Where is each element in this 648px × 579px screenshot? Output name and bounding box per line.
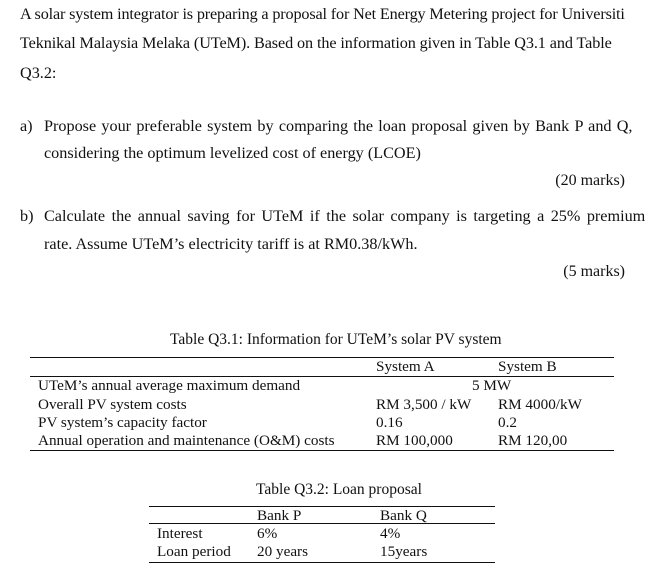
table-q3-1-caption: Table Q3.1: Information for UTeM’s solar PV system xyxy=(170,331,502,348)
question-b-marks: (5 marks) xyxy=(563,263,625,280)
question-b-line-2: rate. Assume UTeM’s electricity tariff is at RM0.38/kWh. xyxy=(44,235,418,253)
system-b-value: RM 4000/kW xyxy=(498,396,582,413)
table-top-rule xyxy=(149,506,495,507)
intro-line-2: Teknikal Malaysia Melaka (UTeM). Based on the information given in Table Q3.1 and Table xyxy=(20,34,612,52)
table-bottom-rule xyxy=(30,450,614,451)
header-system-a: System A xyxy=(376,358,435,375)
header-bank-p: Bank P xyxy=(257,507,302,524)
question-a-line-2: considering the optimum levelized cost of energy (LCOE) xyxy=(44,144,421,162)
system-a-value: RM 100,000 xyxy=(376,432,453,449)
system-b-value: 0.2 xyxy=(498,414,517,431)
question-a-marks: (20 marks) xyxy=(555,172,625,189)
table-bottom-rule xyxy=(149,562,495,563)
bank-p-value: 20 years xyxy=(257,543,309,560)
row-label: Interest xyxy=(157,525,203,542)
bank-q-value: 4% xyxy=(380,525,401,542)
row-label: Loan period xyxy=(157,543,231,560)
system-a-value: RM 3,500 / kW xyxy=(376,396,472,413)
question-a-line-1: Propose your preferable system by comparing the loan proposal given by Bank P and Q, xyxy=(44,117,633,135)
table-q3-2-caption: Table Q3.2: Loan proposal xyxy=(256,481,422,498)
table-header-rule xyxy=(149,523,495,524)
header-bank-q: Bank Q xyxy=(380,507,427,524)
row-label: UTeM’s annual average maximum demand xyxy=(38,377,301,394)
row-label: Overall PV system costs xyxy=(38,396,187,413)
row-label: PV system’s capacity factor xyxy=(38,414,207,431)
question-b-line-1: Calculate the annual saving for UTeM if the solar company is targeting a 25% premium xyxy=(44,207,646,225)
bank-p-value: 6% xyxy=(257,525,278,542)
system-a-value: 0.16 xyxy=(376,414,403,431)
question-b-label: b) xyxy=(20,207,34,225)
system-b-value: RM 120,00 xyxy=(498,432,568,449)
row-label: Annual operation and maintenance (O&M) costs xyxy=(38,432,335,449)
row-merged-value: 5 MW xyxy=(472,377,512,394)
intro-line-3: Q3.2: xyxy=(20,64,57,82)
header-system-b: System B xyxy=(498,358,557,375)
intro-line-1: A solar system integrator is preparing a proposal for Net Energy Metering project for Universiti xyxy=(20,5,625,23)
question-a-label: a) xyxy=(20,117,33,135)
bank-q-value: 15years xyxy=(380,543,428,560)
